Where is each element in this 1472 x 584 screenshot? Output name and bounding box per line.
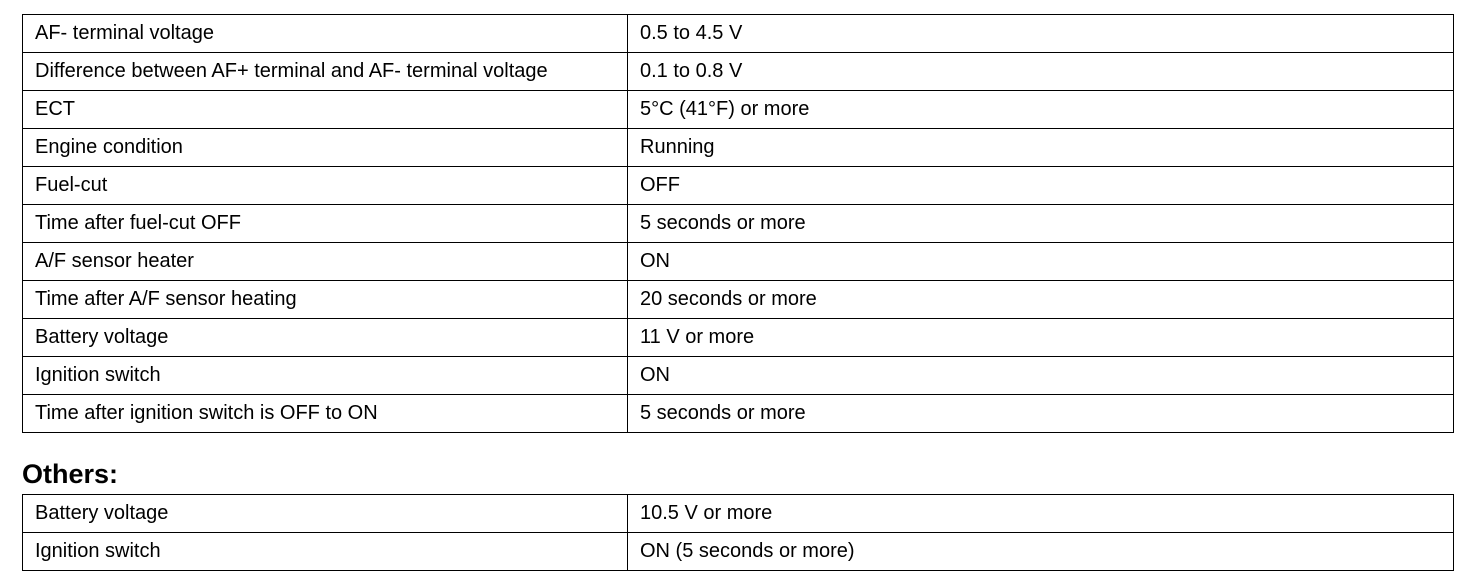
- table-row: [23, 167, 1454, 205]
- condition-label: Fuel-cut: [23, 167, 628, 205]
- condition-label: AF- terminal voltage: [23, 15, 628, 53]
- condition-label: Time after fuel-cut OFF: [23, 205, 628, 243]
- table-row: [23, 281, 1454, 319]
- condition-value: OFF: [628, 167, 1454, 205]
- condition-value: 11 V or more: [628, 319, 1454, 357]
- condition-value: 20 seconds or more: [628, 281, 1454, 319]
- condition-value: Running: [628, 129, 1454, 167]
- table-row: [23, 495, 1454, 533]
- condition-label: Engine condition: [23, 129, 628, 167]
- table-row: [23, 205, 1454, 243]
- table-row: [23, 533, 1454, 571]
- table-row: [23, 357, 1454, 395]
- condition-value: 10.5 V or more: [628, 495, 1454, 533]
- condition-value: ON (5 seconds or more): [628, 533, 1454, 571]
- condition-label: Difference between AF+ terminal and AF- terminal voltage: [23, 53, 628, 91]
- condition-label: Ignition switch: [23, 357, 628, 395]
- conditions-table: [22, 14, 1454, 433]
- table-row: [23, 319, 1454, 357]
- condition-value: ON: [628, 243, 1454, 281]
- condition-value: 5 seconds or more: [628, 205, 1454, 243]
- condition-label: ECT: [23, 91, 628, 129]
- condition-label: A/F sensor heater: [23, 243, 628, 281]
- condition-label: Battery voltage: [23, 319, 628, 357]
- table-row: [23, 91, 1454, 129]
- table-row: [23, 243, 1454, 281]
- condition-label: Time after ignition switch is OFF to ON: [23, 395, 628, 433]
- condition-label: Time after A/F sensor heating: [23, 281, 628, 319]
- condition-value: ON: [628, 357, 1454, 395]
- table-row: [23, 129, 1454, 167]
- condition-value: 0.1 to 0.8 V: [628, 53, 1454, 91]
- condition-label: Battery voltage: [23, 495, 628, 533]
- others-table: [22, 494, 1454, 571]
- condition-value: 5 seconds or more: [628, 395, 1454, 433]
- condition-value: 5°C (41°F) or more: [628, 91, 1454, 129]
- table-row: [23, 395, 1454, 433]
- others-heading: Others:: [22, 459, 119, 489]
- table-row: [23, 53, 1454, 91]
- condition-value: 0.5 to 4.5 V: [628, 15, 1454, 53]
- condition-label: Ignition switch: [23, 533, 628, 571]
- table-row: [23, 15, 1454, 53]
